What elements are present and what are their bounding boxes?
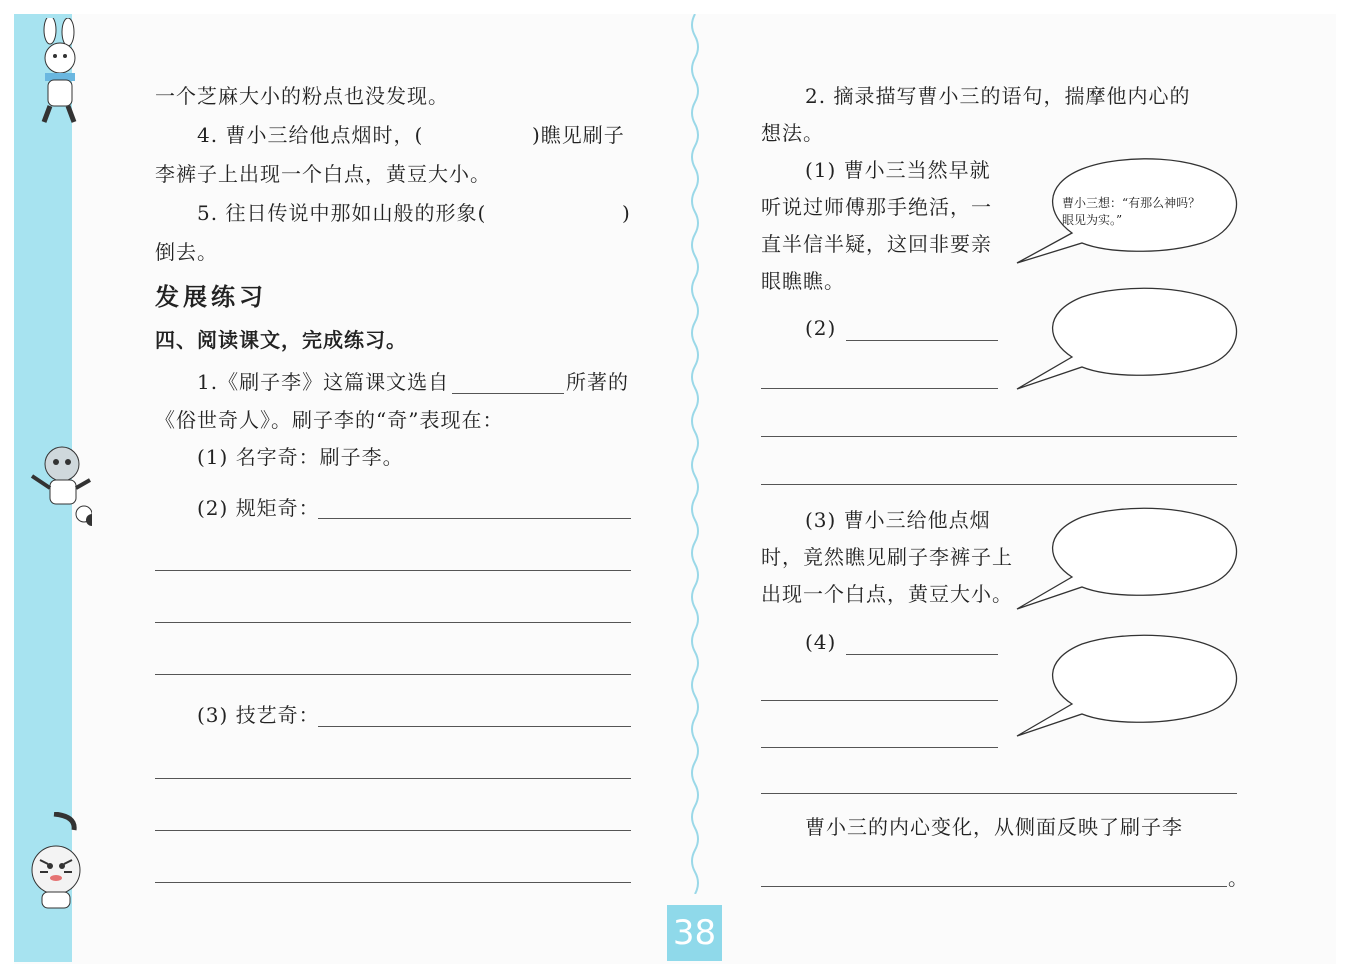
answer-line[interactable]	[846, 654, 998, 655]
excerpt-4-label: (4)	[805, 630, 837, 654]
excerpt-2-label: (2)	[805, 316, 837, 340]
speech-bubble	[1012, 155, 1244, 270]
answer-line[interactable]	[155, 674, 631, 675]
answer-line[interactable]	[761, 700, 998, 701]
excerpt-3: (3) 曹小三给他点烟	[805, 508, 991, 532]
excerpt-1: 听说过师傅那手绝活，一	[761, 195, 992, 219]
answer-line[interactable]	[318, 726, 631, 727]
section-title: 发展练习	[155, 283, 267, 311]
excerpt-1: 眼瞧瞧。	[761, 269, 845, 293]
answer-line[interactable]	[155, 622, 631, 623]
answer-line[interactable]	[155, 570, 631, 571]
item-name-odd: (1) 名字奇：刷子李。	[197, 445, 404, 469]
excerpt-1: 直半信半疑，这回非要亲	[761, 232, 992, 256]
page-divider	[688, 14, 702, 894]
summary-period: 。	[1228, 866, 1249, 890]
answer-line[interactable]	[318, 518, 631, 519]
question-4-mid: )瞧见刷子	[532, 123, 625, 147]
speech-bubble[interactable]	[1012, 285, 1244, 395]
answer-line[interactable]	[155, 830, 631, 831]
answer-line[interactable]	[761, 793, 1237, 794]
bubble-text: 曹小三想：“有那么神吗？	[1062, 196, 1201, 210]
page-number: 38	[667, 905, 722, 961]
excerpt-3: 时，竟然瞧见刷子李裤子上	[761, 545, 1013, 569]
speech-bubble[interactable]	[1012, 505, 1244, 615]
item-rules-odd: (2) 规矩奇：	[197, 496, 320, 520]
speech-bubble[interactable]	[1012, 632, 1244, 742]
answer-line[interactable]	[761, 747, 998, 748]
subsection-title: 四、阅读课文，完成练习。	[155, 328, 407, 352]
summary-question: 曹小三的内心变化，从侧面反映了刷子李	[805, 815, 1183, 839]
answer-line[interactable]	[761, 388, 998, 389]
rabbit-mascot-icon	[20, 18, 92, 128]
passage-question-1-tail: 所著的	[566, 370, 629, 394]
answer-blank-author[interactable]	[452, 393, 564, 394]
question-5-paren: )	[622, 201, 631, 225]
answer-line[interactable]	[761, 886, 1227, 887]
answer-line[interactable]	[155, 778, 631, 779]
excerpt-3: 出现一个白点，黄豆大小。	[761, 582, 1013, 606]
question-5-start: 5. 往日传说中那如山般的形象(	[197, 201, 487, 225]
answer-line[interactable]	[761, 484, 1237, 485]
question-4-end: 李裤子上出现一个白点，黄豆大小。	[155, 162, 491, 186]
answer-line[interactable]	[155, 882, 631, 883]
question-2: 2. 摘录描写曹小三的语句，揣摩他内心的	[805, 84, 1191, 108]
answer-line[interactable]	[846, 340, 998, 341]
question-4-start: 4. 曹小三给他点烟时，(	[197, 123, 424, 147]
passage-question-1-line2: 《俗世奇人》。刷子李的“奇”表现在：	[155, 408, 504, 432]
passage-question-1: 1.《刷子李》这篇课文选自	[197, 370, 450, 394]
question-5-end: 倒去。	[155, 240, 218, 264]
tiger-mascot-icon	[24, 812, 86, 912]
item-skill-odd: (3) 技艺奇：	[197, 703, 320, 727]
answer-line[interactable]	[761, 436, 1237, 437]
bubble-text: 眼见为实。”	[1062, 213, 1123, 227]
raccoon-mascot-icon	[20, 440, 92, 530]
excerpt-1: (1) 曹小三当然早就	[805, 158, 991, 182]
text-line: 一个芝麻大小的粉点也没发现。	[155, 84, 449, 108]
question-2-line2: 想法。	[761, 121, 824, 145]
